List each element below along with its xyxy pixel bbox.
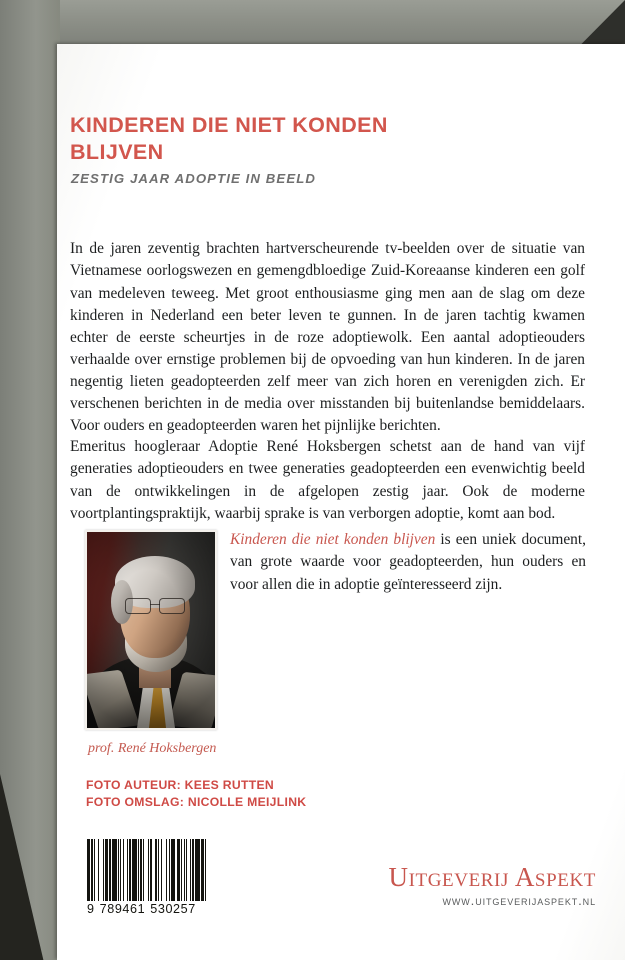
barcode-digit-group-right: 530257 [150, 902, 196, 916]
cover-content-column [70, 44, 596, 960]
book-subtitle: ZESTIG JAAR ADOPTIE IN BEELD [71, 171, 316, 186]
barcode-bars [87, 839, 237, 901]
blurb-paragraph-3-rest: is een uniek document, van grote waarde voor geadopteerden, hun ouders en voor allen die in adoptie geïnteresseerd zijn. [230, 531, 586, 593]
author-photo-caption: prof. René Hoksbergen [88, 741, 217, 756]
publisher-logo [296, 862, 596, 910]
barcode-digit-group-left: 789461 [99, 902, 146, 916]
credit-author-photo: FOTO AUTEUR: KEES RUTTEN [86, 778, 274, 792]
scan-matte-top-edge [0, 0, 625, 46]
photo-credits [86, 777, 306, 810]
blurb-paragraph-1: In de jaren zeventig brachten hartverscheurende tv-beelden over de situatie van Vietnamese oorlogswezen en gemengdbloedige Zuid-Koreaanse kinderen een golf van medeleven teweeg. Met groot enthousiasme ging men aan de slag om deze kinderen in Nederland een beter leven te gunnen. In de jaren tachtig kwamen echter de eerste scheurtjes in de roze adoptiewolk. Een aantal adoptieouders verhaalde over ernstige problemen bij de opvoeding van hun kinderen. In de jaren negentig lieten geadopteerden zelf meer van zich horen en verenigden zich. Er verschenen berichten in de media over misstanden bij buitenlandse bemiddelaars. Voor ouders en geadopteerden waren het pijnlijke berichten. [70, 240, 585, 435]
book-title-line-1: KINDEREN DIE NIET KONDEN [70, 113, 388, 137]
book-title-line-2: BLIJVEN [70, 140, 164, 164]
isbn-barcode [87, 839, 237, 916]
barcode-digits [87, 902, 237, 916]
blurb-title-mention: Kinderen die niet konden blijven [230, 531, 436, 549]
blurb-paragraph-2: Emeritus hoogleraar Adoptie René Hoksbergen schetst aan de hand van vijf generaties adoptieouders en twee generaties geadopteerden een evenwichtig beeld van de ontwikkelingen in de afgelopen zestig jaar. Ook de moderne voortplantingspraktijk, waarbij sprake is van verborgen adoptie, komt aan bod. [70, 438, 585, 522]
back-cover-page [57, 44, 625, 960]
book-title [70, 112, 590, 166]
credit-cover-photo: FOTO OMSLAG: NICOLLE MEIJLINK [86, 794, 307, 809]
author-photo [85, 530, 217, 730]
publisher-website: www.uitgeverijaspekt.nl [442, 893, 596, 908]
photo-vignette [87, 532, 215, 728]
publisher-name: Uitgeverij Aspekt [388, 862, 596, 892]
barcode-digit-prefix: 9 [87, 902, 95, 916]
blurb-paragraph-3 [230, 529, 586, 595]
author-photo-image [87, 532, 215, 728]
